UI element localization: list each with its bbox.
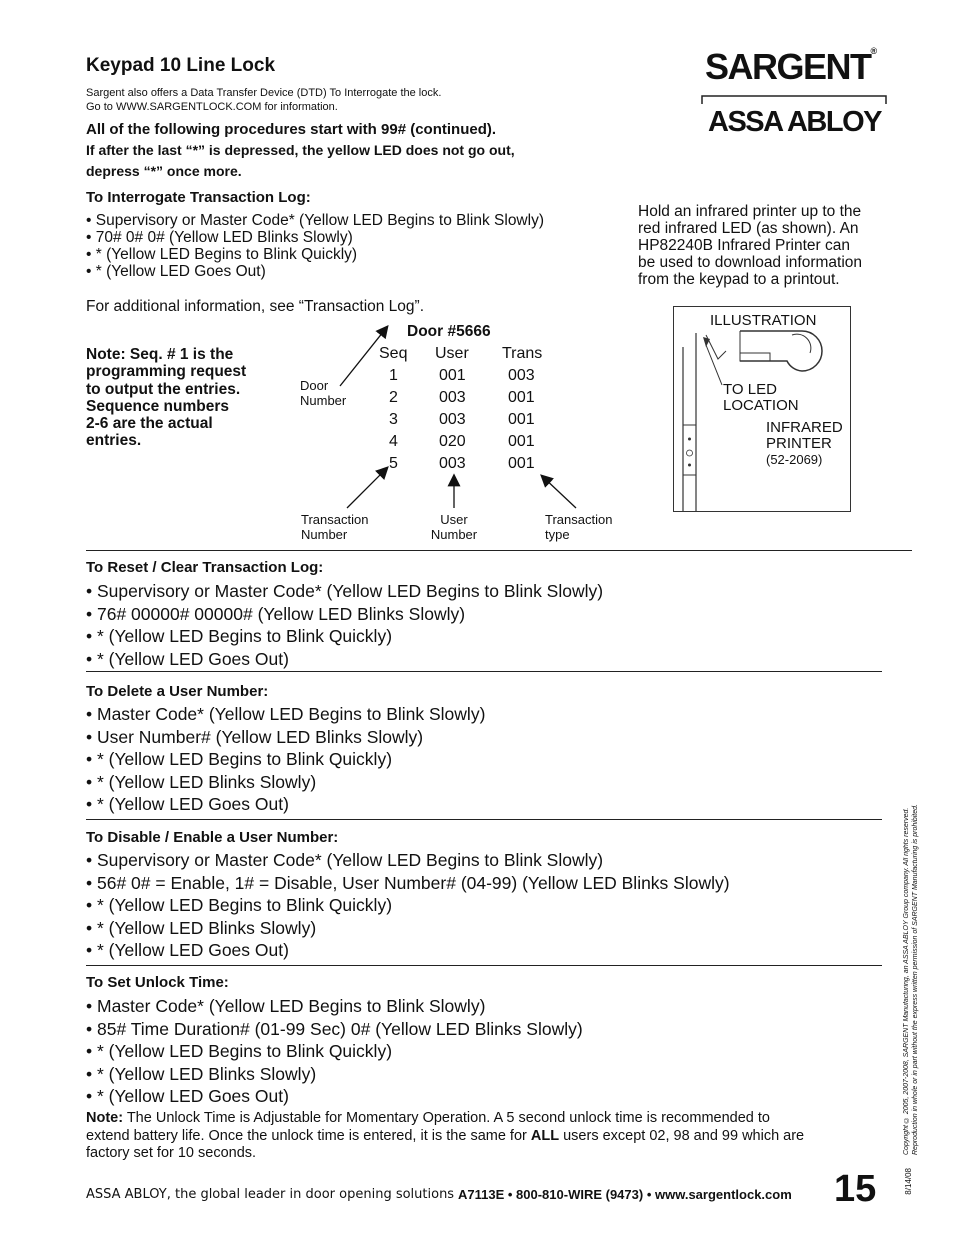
label-line: Number: [301, 527, 348, 542]
unlock-time-list: [86, 995, 583, 1108]
list-item: • * (Yellow LED Blinks Slowly): [86, 917, 317, 938]
table-cell: 2: [389, 389, 398, 406]
sargent-wordmark: SARGENT®: [705, 46, 878, 87]
table-cell: 1: [389, 367, 398, 384]
intro-line-1: Sargent also offers a Data Transfer Device (DTD) To Interrogate the lock.: [86, 87, 442, 99]
unlock-note: [86, 1110, 886, 1163]
infrared-printer-label: [766, 420, 843, 468]
note-text: The Unlock Time is Adjustable for Momentary Operation. A 5 second unlock time is recommended to: [123, 1110, 770, 1126]
copyright-notice: [902, 770, 920, 1155]
transaction-log-diagram: [290, 316, 635, 546]
table-cell: 3: [389, 411, 398, 428]
intro-line-2: Go to WWW.SARGENTLOCK.COM for information.: [86, 101, 338, 113]
seq-note-line: 2-6 are the actual: [86, 415, 213, 433]
label-line: TO LED: [723, 381, 777, 398]
label-line: type: [545, 527, 570, 542]
procedures-note-line-1: All of the following procedures start with 99# (continued).: [86, 121, 497, 138]
table-cell: 003: [439, 455, 466, 472]
table-cell: 4: [389, 433, 398, 450]
list-item: • * (Yellow LED Begins to Blink Quickly): [86, 749, 393, 769]
list-item: • * (Yellow LED Blinks Slowly): [86, 1063, 317, 1084]
note-line: factory set for 10 seconds.: [86, 1145, 257, 1161]
door-title: Door #5666: [407, 323, 491, 340]
table-cell: 001: [508, 389, 535, 406]
unlock-time-heading: To Set Unlock Time:: [86, 974, 229, 991]
transaction-number-label: [301, 512, 368, 542]
illustration-title: ILLUSTRATION: [710, 312, 817, 329]
header-seq: Seq: [379, 345, 408, 362]
section-divider: [86, 965, 882, 966]
delete-user-list: [86, 703, 485, 816]
table-cell: 001: [508, 433, 535, 450]
label-line: LOCATION: [723, 397, 799, 414]
footer-tagline: ASSA ABLOY, the global leader in door opening solutions: [86, 1187, 455, 1202]
label-line: Number: [430, 527, 478, 542]
label-line: Transaction: [545, 512, 613, 527]
note-line: [86, 1110, 886, 1128]
note-text: users except 02, 98 and 99 which are: [559, 1127, 805, 1144]
seq-note: [86, 346, 246, 450]
illustration-box: [673, 306, 851, 512]
footer-contact: A7113E • 800-810-WIRE (9473) • www.sargentlock.com: [458, 1187, 792, 1202]
door-number-label: [300, 378, 346, 408]
printer-note-line: red infrared LED (as shown). An: [638, 220, 859, 237]
transaction-type-label: [545, 512, 612, 542]
table-cell: 003: [508, 367, 535, 384]
list-item: • * (Yellow LED Goes Out): [86, 648, 289, 669]
note-label: Note:: [86, 1110, 124, 1126]
note-emphasis: ALL: [530, 1127, 560, 1144]
table-cell: 001: [439, 367, 466, 384]
additional-info: For additional information, see “Transaction Log”.: [86, 298, 425, 315]
print-date: 8/14/08: [904, 1168, 913, 1195]
list-item: • Master Code* (Yellow LED Begins to Blink Slowly): [86, 704, 486, 724]
list-item: • User Number# (Yellow LED Blinks Slowly): [86, 726, 424, 747]
label-line: User: [440, 512, 468, 527]
seq-note-line: to output the entries.: [86, 380, 241, 398]
printer-note-line: HP82240B Infrared Printer can: [638, 237, 850, 254]
section-divider: [86, 550, 912, 551]
label-line: Number: [300, 393, 347, 408]
reset-list: [86, 580, 603, 670]
section-divider: [86, 819, 882, 820]
copyright-line: Copyright © 2005, 2007-2008, SARGENT Manufacturing, an ASSA ABLOY Group company. All rights reserved.: [903, 807, 910, 1155]
seq-note-line: entries.: [86, 432, 142, 450]
list-item: • * (Yellow LED Begins to Blink Quickly): [86, 626, 393, 646]
list-item: • 76# 00000# 00000# (Yellow LED Blinks Slowly): [86, 603, 466, 624]
list-item: • * (Yellow LED Begins to Blink Quickly): [86, 246, 358, 263]
list-item: • * (Yellow LED Goes Out): [86, 794, 289, 814]
list-item: • Master Code* (Yellow LED Begins to Blink Slowly): [86, 996, 486, 1016]
list-item: • * (Yellow LED Goes Out): [86, 1086, 289, 1106]
procedures-note-line-2: If after the last “*” is depressed, the yellow LED does not go out,: [86, 142, 515, 158]
table-cell: 001: [508, 411, 535, 428]
logo-bracket: [700, 92, 890, 106]
page-title: Keypad 10 Line Lock: [86, 55, 276, 76]
seq-note-line: Note: Seq. # 1 is the: [86, 346, 234, 363]
page-number: 15: [834, 1168, 877, 1210]
header-user: User: [435, 345, 469, 362]
reset-heading: To Reset / Clear Transaction Log:: [86, 559, 324, 576]
label-line: PRINTER: [766, 435, 832, 452]
seq-note-line: programming request: [86, 363, 247, 381]
disable-user-list: [86, 849, 730, 962]
list-item: • 85# Time Duration# (01-99 Sec) 0# (Yellow LED Blinks Slowly): [86, 1018, 583, 1039]
list-item: • Supervisory or Master Code* (Yellow LED Begins to Blink Slowly): [86, 850, 604, 870]
printer-note-line: from the keypad to a printout.: [638, 271, 840, 288]
list-item: • * (Yellow LED Goes Out): [86, 263, 266, 280]
printer-note-line: Hold an infrared printer up to the: [638, 203, 862, 220]
list-item: • Supervisory or Master Code* (Yellow LED Begins to Blink Slowly): [86, 212, 544, 229]
list-item: • 56# 0# = Enable, 1# = Disable, User Number# (04-99) (Yellow LED Blinks Slowly): [86, 872, 730, 893]
label-line: INFRARED: [766, 419, 843, 436]
note-line: [86, 1128, 886, 1146]
list-item: • * (Yellow LED Blinks Slowly): [86, 771, 317, 792]
seq-note-line: Sequence numbers: [86, 397, 229, 415]
assa-abloy-wordmark: ASSA ABLOY: [708, 106, 881, 138]
part-number: (52-2069): [766, 452, 823, 467]
header-trans: Trans: [502, 345, 543, 362]
copyright-line: Reproduction in whole or in part without the express written permission of SARGENT Manufacturing is prohibited.: [912, 804, 919, 1155]
procedures-note-line-3: depress “*” once more.: [86, 163, 242, 179]
list-item: • * (Yellow LED Begins to Blink Quickly): [86, 1041, 393, 1061]
list-item: • 70# 0# 0# (Yellow LED Blinks Slowly): [86, 229, 353, 246]
note-text: extend battery life. Once the unlock time is entered, it is the same for: [86, 1127, 531, 1144]
printer-note-line: be used to download information: [638, 254, 863, 271]
list-item: • * (Yellow LED Goes Out): [86, 940, 289, 960]
table-cell: 001: [508, 455, 535, 472]
list-item: • Supervisory or Master Code* (Yellow LED Begins to Blink Slowly): [86, 581, 604, 601]
user-number-label: [429, 512, 479, 542]
table-cell: 5: [389, 455, 398, 472]
table-cell: 020: [439, 433, 466, 450]
disable-user-heading: To Disable / Enable a User Number:: [86, 829, 339, 846]
delete-user-heading: To Delete a User Number:: [86, 683, 269, 700]
brand-logo: [700, 46, 890, 146]
label-line: Transaction: [301, 512, 369, 527]
label-line: Door: [300, 378, 329, 393]
table-cell: 003: [439, 389, 466, 406]
interrogate-heading: To Interrogate Transaction Log:: [86, 189, 311, 206]
section-divider: [86, 671, 882, 672]
printer-note: [638, 203, 862, 288]
table-cell: 003: [439, 411, 466, 428]
list-item: • * (Yellow LED Begins to Blink Quickly): [86, 895, 393, 915]
interrogate-list: [86, 212, 544, 280]
to-led-label: [723, 382, 799, 414]
